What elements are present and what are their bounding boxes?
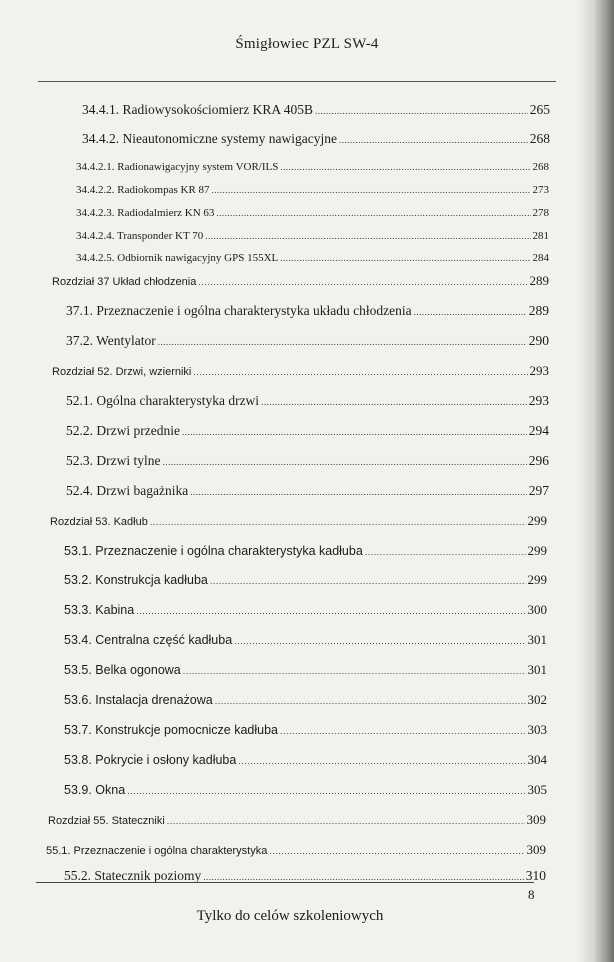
toc-entry-page: 299	[527, 543, 547, 558]
toc-entry	[64, 602, 547, 618]
toc-entry-title: Rozdział 52. Drzwi, wzierniki	[52, 366, 192, 378]
toc-leader-dots	[190, 487, 527, 497]
footer-rule	[36, 882, 534, 883]
toc-entry-page: 278	[532, 207, 549, 219]
toc-entry	[76, 184, 549, 196]
toc-entry	[76, 230, 549, 242]
toc-entry-title: Rozdział 37 Układ chłodzenia	[52, 276, 197, 288]
toc-entry-page: 289	[529, 273, 549, 288]
toc-entry	[66, 333, 549, 349]
toc-leader-dots	[167, 816, 525, 826]
toc-entry-title: 53.2. Konstrukcja kadłuba	[64, 573, 208, 587]
toc-leader-dots	[238, 756, 525, 766]
toc-leader-dots	[127, 786, 525, 796]
toc-entry-title: 34.4.2.4. Transponder KT 70	[76, 230, 204, 242]
toc-leader-dots	[280, 253, 530, 263]
toc-entry	[64, 692, 547, 708]
toc-entry-title: 37.2. Wentylator	[66, 333, 156, 348]
toc-chapter-entry	[48, 812, 546, 828]
toc-entry-title: 34.4.2.2. Radiokompas KR 87	[76, 184, 210, 196]
toc-entry	[64, 722, 547, 738]
toc-chapter-entry	[52, 363, 549, 379]
toc-leader-dots	[158, 337, 527, 347]
toc-entry-title: 53.1. Przeznaczenie i ogólna charakterystyka kadłuba	[64, 544, 363, 558]
toc-entry	[66, 393, 549, 409]
toc-entry	[46, 842, 546, 858]
toc-leader-dots	[193, 367, 527, 377]
toc-leader-dots	[280, 726, 525, 736]
toc-entry	[76, 207, 549, 219]
toc-entry	[64, 752, 547, 768]
toc-chapter-entry	[50, 513, 547, 529]
toc-leader-dots	[315, 106, 528, 116]
toc-entry	[82, 131, 550, 147]
toc-leader-dots	[261, 397, 527, 407]
toc-entry-title: 52.3. Drzwi tylne	[66, 453, 161, 468]
toc-leader-dots	[339, 135, 528, 145]
toc-entry-page: 299	[527, 572, 547, 587]
toc-entry-page: 309	[526, 812, 546, 827]
toc-entry	[66, 423, 549, 439]
toc-entry-title: Rozdział 55. Stateczniki	[48, 815, 165, 827]
toc-entry-title: 34.4.2. Nieautonomiczne systemy nawigacyjne	[82, 131, 337, 146]
toc-entry	[82, 102, 550, 118]
toc-entry	[76, 161, 549, 173]
toc-leader-dots	[210, 576, 526, 586]
toc-entry-page: 296	[528, 453, 549, 468]
toc-entry	[64, 782, 547, 798]
toc-entry-title: 53.8. Pokrycie i osłony kadłuba	[64, 753, 237, 767]
page-number: 8	[528, 887, 535, 902]
toc-entry-page: 299	[527, 513, 547, 528]
toc-entry-page: 301	[527, 632, 547, 647]
toc-entry-title: 52.4. Drzwi bagażnika	[66, 483, 189, 498]
toc-entry-title: 55.2. Statecznik poziomy	[64, 868, 202, 883]
toc-entry-page: 289	[528, 303, 549, 318]
toc-entry-page: 310	[525, 868, 546, 883]
toc-entry-page: 273	[532, 184, 549, 196]
toc-leader-dots	[234, 636, 525, 646]
toc-entry-page: 302	[527, 692, 547, 707]
toc-entry	[66, 303, 549, 319]
toc-leader-dots	[365, 547, 526, 557]
toc-leader-dots	[182, 427, 527, 437]
toc-entry-title: 53.6. Instalacja drenażowa	[64, 693, 213, 707]
toc-entry-page: 294	[528, 423, 549, 438]
toc-entry-page: 305	[527, 782, 547, 797]
toc-leader-dots	[150, 517, 526, 527]
toc-entry-title: Rozdział 53. Kadłub	[50, 516, 148, 528]
toc-entry	[66, 453, 549, 469]
toc-entry-page: 293	[528, 393, 549, 408]
toc-entry-page: 297	[528, 483, 549, 498]
toc-leader-dots	[205, 231, 530, 241]
toc-entry	[64, 632, 547, 648]
toc-entry-page: 284	[532, 252, 549, 264]
toc-entry-title: 34.4.1. Radiowysokościomierz KRA 405B	[82, 102, 313, 117]
toc-entry	[64, 662, 547, 678]
page-header-title: Śmigłowiec PZL SW-4	[235, 36, 379, 52]
toc-entry-page: 268	[529, 131, 550, 146]
toc-entry-title: 37.1. Przeznaczenie i ogólna charakterystyka układu chłodzenia	[66, 303, 412, 318]
toc-entry-title: 55.1. Przeznaczenie i ogólna charakterystyka	[46, 845, 268, 857]
toc-leader-dots	[203, 872, 524, 882]
toc-entry-page: 300	[527, 602, 547, 617]
toc-entry-title: 52.2. Drzwi przednie	[66, 423, 180, 438]
toc-entry	[64, 572, 547, 588]
page-footer-text: Tylko do celów szkoleniowych	[196, 908, 384, 924]
toc-leader-dots	[215, 696, 526, 706]
toc-leader-dots	[280, 162, 530, 172]
toc-leader-dots	[198, 277, 527, 287]
toc-leader-dots	[216, 208, 530, 218]
toc-leader-dots	[269, 846, 524, 856]
toc-entry-title: 53.4. Centralna część kadłuba	[64, 633, 233, 647]
toc-leader-dots	[183, 666, 526, 676]
toc-leader-dots	[162, 457, 526, 467]
toc-entry-title: 53.9. Okna	[64, 783, 126, 797]
toc-entry-page: 281	[532, 230, 549, 242]
toc-entry-page: 268	[532, 161, 549, 173]
toc-entry-title: 53.7. Konstrukcje pomocnicze kadłuba	[64, 723, 279, 737]
toc-entry-page: 303	[527, 722, 547, 737]
toc-entry-title: 53.5. Belka ogonowa	[64, 663, 181, 677]
toc-entry	[64, 543, 547, 559]
toc-entry-title: 53.3. Kabina	[64, 603, 135, 617]
toc-leader-dots	[414, 307, 527, 317]
toc-entry	[66, 483, 549, 499]
toc-entry-page: 309	[526, 842, 546, 857]
toc-entry-page: 301	[527, 662, 547, 677]
toc-entry-page: 290	[528, 333, 549, 348]
toc-entry-page: 293	[529, 363, 549, 378]
toc-entry-title: 34.4.2.3. Radiodalmierz KN 63	[76, 207, 215, 219]
toc-entry-title: 34.4.2.5. Odbiornik nawigacyjny GPS 155XL	[76, 252, 279, 264]
toc-entry-page: 304	[527, 752, 547, 767]
toc-leader-dots	[136, 606, 525, 616]
toc-leader-dots	[212, 185, 531, 195]
toc-entry-title: 34.4.2.1. Radionawigacyjny system VOR/ILS	[76, 161, 279, 173]
toc-entry-page: 265	[529, 102, 550, 117]
toc-entry	[76, 252, 549, 264]
toc-chapter-entry	[52, 273, 549, 289]
toc-entry-title: 52.1. Ogólna charakterystyka drzwi	[66, 393, 260, 408]
